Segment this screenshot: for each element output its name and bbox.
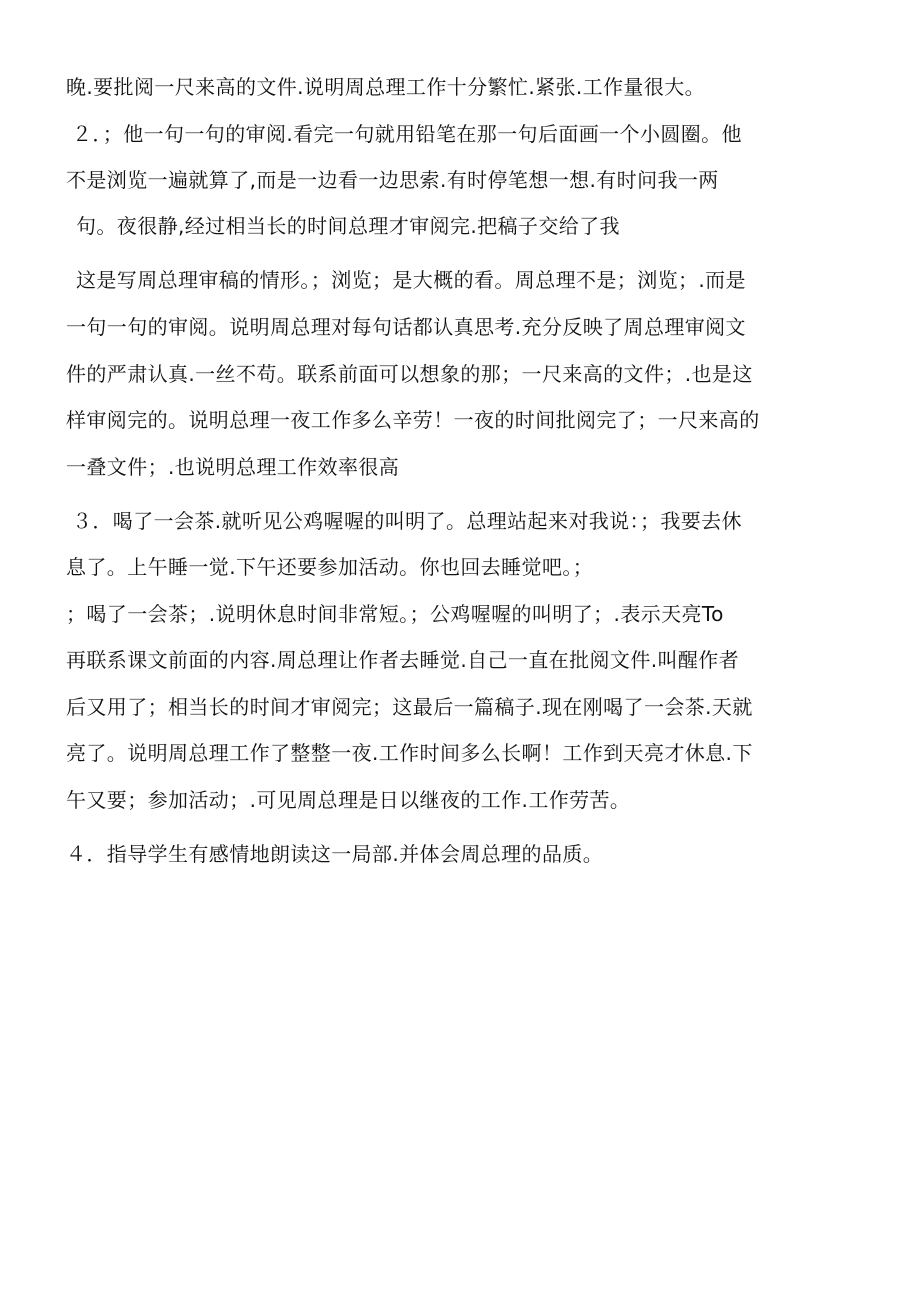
text-line: ３．喝了一会茶.就听见公鸡喔喔的叫明了。总理站起来对我说：；我要去休 — [72, 509, 742, 533]
text-line: 再联系课文前面的内容.周总理让作者去睡觉.自己一直在批阅文件.叫醒作者 — [66, 648, 740, 672]
text-line: ；喝了一会茶；.说明休息时间非常短。；公鸡喔喔的叫明了；.表示天亮To — [66, 602, 724, 626]
text-line: 一句一句的审阅。说明周总理对每句话都认真思考.充分反映了周总理审阅文 — [66, 315, 746, 339]
text-line: 后又用了；相当长的时间才审阅完；这最后一篇稿子.现在刚喝了一会茶.天就 — [66, 695, 753, 719]
text-line: ４．指导学生有感情地朗读这一局部.并体会周总理的品质。 — [66, 842, 604, 866]
text-line: 息了。上午睡一觉.下午还要参加活动。你也回去睡觉吧。； — [66, 555, 594, 579]
text-line: 这是写周总理审稿的情形。；浏览；是大概的看。周总理不是；浏览；.而是 — [76, 268, 746, 292]
text-line: 句。夜很静,经过相当长的时间总理才审阅完.把稿子交给了我 — [76, 214, 620, 238]
text-line: 件的严肃认真.一丝不苟。联系前面可以想象的那；一尺来高的文件；.也是这 — [66, 362, 753, 386]
text-line: ２．；他一句一句的审阅.看完一句就用铅笔在那一句后面画一个小圆圈。他 — [72, 122, 742, 146]
text-line: 亮了。说明周总理工作了整整一夜.工作时间多么长啊！工作到天亮才休息.下 — [66, 741, 753, 765]
text-line: 不是浏览一遍就算了,而是一边看一边思索.有时停笔想一想.有时问我一两 — [66, 168, 719, 192]
text-line: 晚.要批阅一尺来高的文件.说明周总理工作十分繁忙.紧张.工作量很大。 — [66, 75, 706, 99]
text-line: 午又要；参加活动；.可见周总理是日以继夜的工作.工作劳苦。 — [66, 788, 631, 812]
text-line: 样审阅完的。说明总理一夜工作多么辛劳！一夜的时间批阅完了；一尺来高的 — [66, 408, 760, 432]
text-line: 一叠文件；.也说明总理工作效率很高 — [66, 455, 400, 479]
